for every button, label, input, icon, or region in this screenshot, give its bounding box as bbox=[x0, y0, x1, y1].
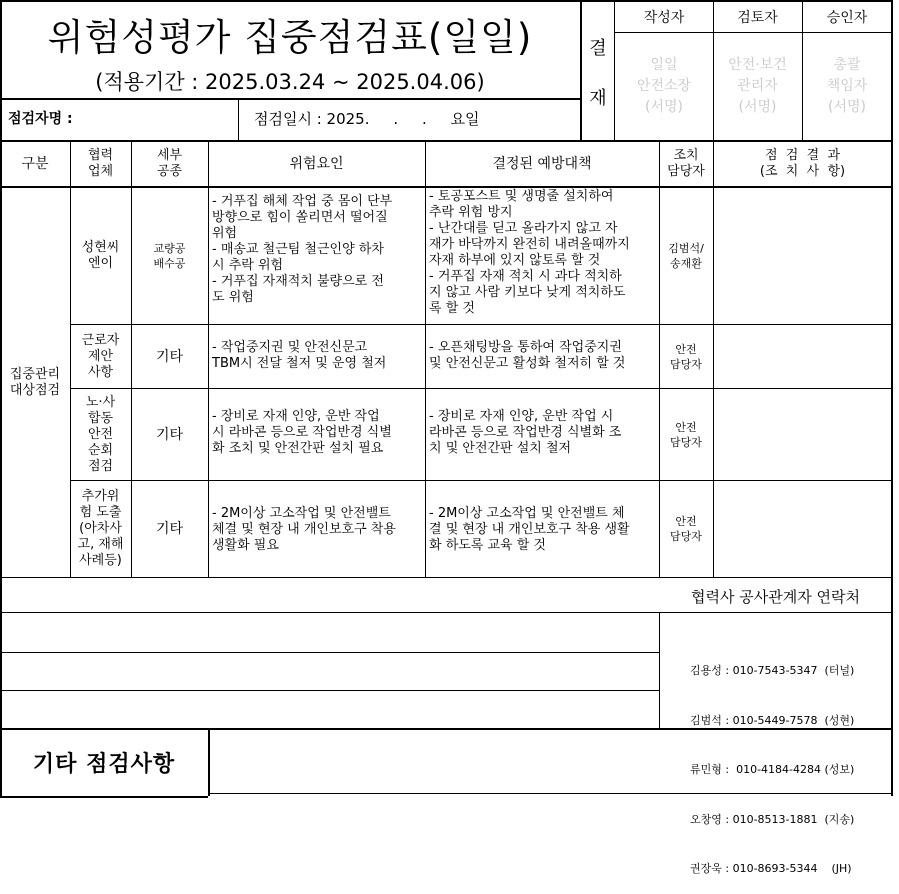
contact-item: 류민형 : 010-4184-4284 (성보) bbox=[690, 763, 855, 776]
grid-line bbox=[0, 0, 892, 2]
header-partner: 협력 업체 bbox=[87, 148, 114, 179]
header-category: 구분 bbox=[21, 156, 49, 172]
period-text: (적용기간 : 2025.03.24 ~ 2025.04.06) bbox=[95, 70, 485, 94]
grid-line bbox=[614, 32, 892, 33]
signer-approver[interactable]: 총괄 책임자 (서명) bbox=[826, 56, 868, 115]
contacts-notes-area[interactable] bbox=[2, 614, 657, 726]
row2-hazard: - 작업중지권 및 안전신문고 TBM시 전달 철저 및 운영 철저 bbox=[212, 340, 387, 371]
grid-line bbox=[0, 652, 659, 653]
row3-partner: 노·사 합동 안전 순회 점검 bbox=[85, 394, 116, 474]
contact-item: 권장욱 : 010-8693-5344 (JH) bbox=[690, 862, 852, 875]
role-approver: 승인자 bbox=[826, 10, 868, 26]
approval-label-top: 결 bbox=[589, 38, 607, 59]
grid-line bbox=[0, 186, 892, 188]
row3-trade: 기타 bbox=[155, 426, 184, 443]
header-measure: 결정된 예방대책 bbox=[492, 156, 592, 172]
category-cell: 집중관리 대상점검 bbox=[9, 366, 61, 398]
row3-measure: - 장비로 자재 인양, 운반 작업 시 라바콘 등으로 작업반경 식별화 조 치 및 안전간판 설치 철저 bbox=[429, 409, 622, 456]
row2-result[interactable] bbox=[714, 326, 891, 387]
grid-line bbox=[70, 388, 892, 389]
row4-trade: 기타 bbox=[155, 521, 184, 537]
row3-manager: 안전 담당자 bbox=[670, 420, 702, 449]
role-writer: 작성자 bbox=[643, 10, 685, 26]
grid-line bbox=[208, 140, 209, 577]
row4-measure: - 2M이상 고소작업 및 안전밸트 체 결 및 현장 내 개인보호구 착용 생활 화 하도록 교육 할 것 bbox=[429, 506, 630, 553]
other-label: 기타 점검사항 bbox=[32, 751, 176, 777]
grid-line bbox=[802, 0, 803, 140]
grid-line bbox=[614, 0, 615, 140]
row1-manager: 김범석/ 송재환 bbox=[668, 242, 704, 270]
grid-line bbox=[713, 0, 714, 140]
grid-line bbox=[70, 480, 892, 481]
inspector-label: 점검자명 : bbox=[8, 111, 73, 127]
row4-result[interactable] bbox=[714, 482, 891, 576]
grid-line bbox=[0, 728, 892, 730]
grid-line bbox=[580, 0, 582, 140]
row4-hazard: - 2M이상 고소작업 및 안전밸트 체결 및 현장 내 개인보호구 착용 생활화 필요 bbox=[212, 506, 396, 553]
row1-result[interactable] bbox=[714, 189, 891, 323]
grid-line bbox=[0, 577, 892, 578]
row1-measure: - 토공포스트 및 생명줄 설치하여 추락 위험 방지 - 난간대를 딛고 올라가지 않고 자 재가 바닥까지 완전히 내려올때까지 자재 하부에 있지 않토록 할 것 - 거푸집 자재 적치 시 과다 적치하 지 않고 사람 키보다 낮게 적치하도 록 할 것 bbox=[429, 189, 630, 316]
grid-line bbox=[425, 140, 426, 577]
approval-label-bottom: 재 bbox=[589, 88, 607, 109]
contacts-title: 협력사 공사관계자 연락처 bbox=[691, 587, 860, 606]
contact-item: 김용성 : 010-7543-5347 (터널) bbox=[690, 664, 855, 677]
grid-line bbox=[659, 140, 660, 577]
row1-trade: 교량공 배수공 bbox=[153, 242, 186, 270]
contact-item: 오창영 : 010-8513-1881 (지송) bbox=[690, 812, 855, 826]
grid-line bbox=[238, 98, 239, 140]
grid-line bbox=[0, 98, 581, 100]
row2-measure: - 오픈채팅방을 통하여 작업중지권 및 안전신문고 활성화 철저히 할 것 bbox=[429, 340, 626, 371]
header-trade: 세부 공종 bbox=[156, 148, 183, 179]
row4-manager: 안전 담당자 bbox=[670, 515, 702, 543]
grid-line bbox=[208, 793, 892, 794]
role-reviewer: 검토자 bbox=[737, 10, 778, 26]
header-result: 점 검 결 과 (조 치 사 항) bbox=[759, 148, 846, 179]
grid-line bbox=[131, 140, 132, 577]
row3-hazard: - 장비로 자재 인양, 운반 작업 시 라바콘 등으로 작업반경 식별 화 조치 및 안전간판 설치 필요 bbox=[212, 409, 392, 456]
grid-line bbox=[659, 612, 660, 728]
row1-partner: 성현씨 엔이 bbox=[81, 240, 120, 271]
signer-reviewer[interactable]: 안전·보건 관리자 (서명) bbox=[728, 56, 787, 115]
header-manager: 조치 담당자 bbox=[667, 148, 705, 179]
row2-trade: 기타 bbox=[155, 348, 184, 365]
signer-writer[interactable]: 일일 안전소장 (서명) bbox=[636, 56, 692, 115]
row2-manager: 안전 담당자 bbox=[670, 342, 702, 371]
inspect-date: 점검일시 : 2025. . . 요일 bbox=[254, 110, 480, 128]
grid-line bbox=[70, 324, 892, 325]
contacts-list bbox=[690, 630, 890, 875]
row4-partner: 추가위 험 도출 (아차사 고, 재해 사례등) bbox=[77, 489, 124, 568]
grid-line bbox=[208, 728, 210, 796]
other-notes-area[interactable] bbox=[210, 731, 890, 793]
grid-line bbox=[0, 690, 659, 691]
grid-line bbox=[0, 796, 208, 798]
header-hazard: 위험요인 bbox=[289, 156, 344, 172]
grid-line bbox=[0, 140, 892, 142]
grid-line bbox=[0, 612, 892, 613]
row3-result[interactable] bbox=[714, 390, 891, 479]
contact-item: 김범석 : 010-5449-7578 (성현) bbox=[690, 713, 855, 727]
row2-partner: 근로자 제안 사항 bbox=[81, 332, 120, 380]
page-title: 위험성평가 집중점검표(일일) bbox=[47, 16, 533, 59]
grid-line bbox=[0, 0, 2, 796]
grid-line bbox=[891, 0, 893, 796]
row1-hazard: - 거푸집 해체 작업 중 몸이 단부 방향으로 힘이 쏠리면서 떨어질 위험 - 매송교 철근팀 철근인양 하차 시 추락 위험 - 거푸집 자재적치 불량으로 전 도 위험 bbox=[212, 194, 393, 305]
grid-line bbox=[70, 140, 71, 577]
grid-line bbox=[713, 140, 714, 577]
